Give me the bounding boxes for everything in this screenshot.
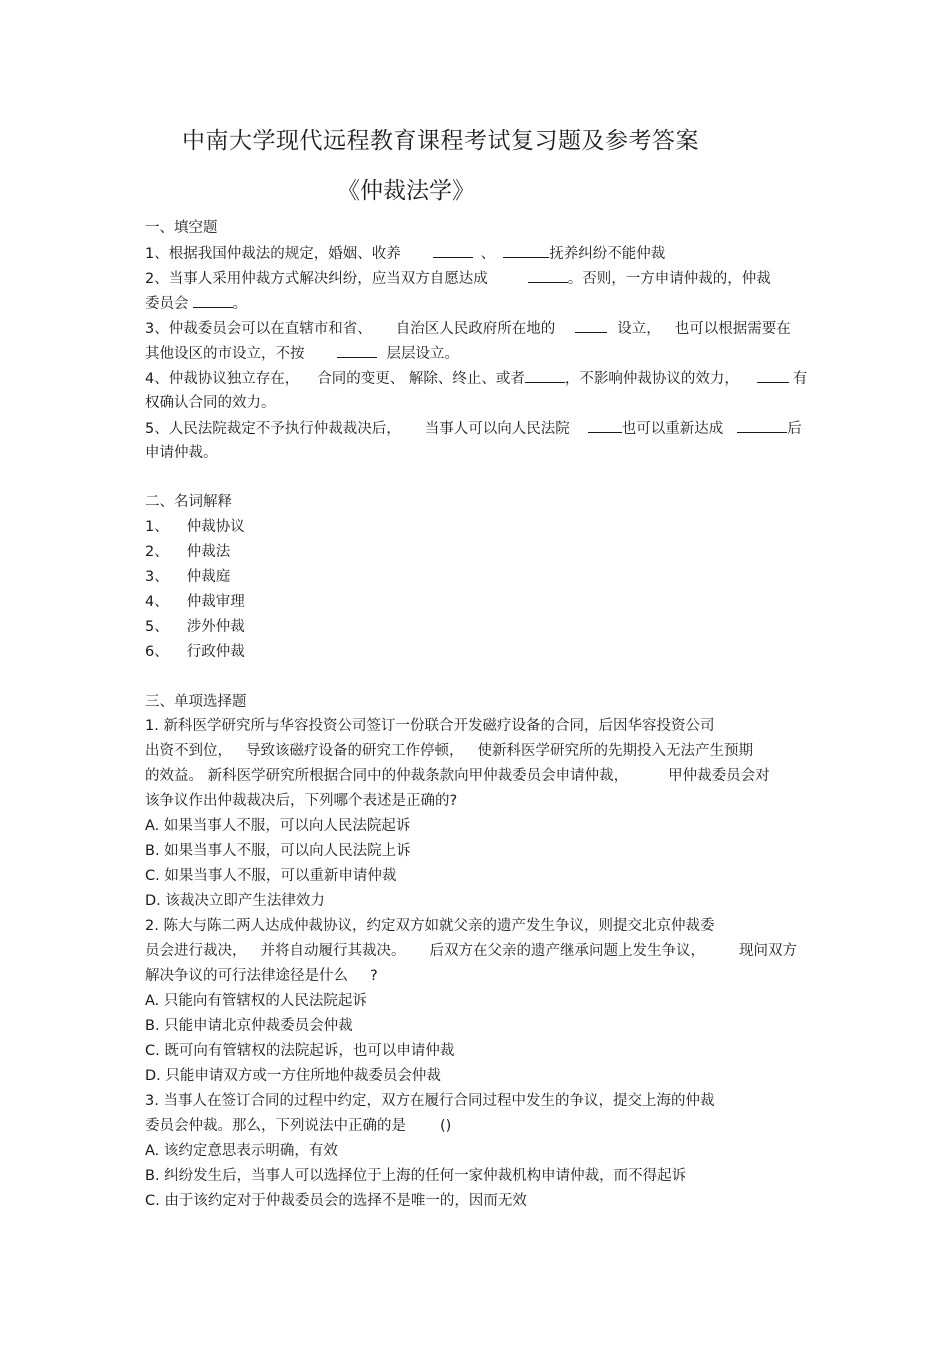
answer-blank [503, 243, 549, 258]
fill-question-5-cont: 申请仲裁。 [145, 445, 218, 461]
choice-question-2-line2: 员会进行裁决， 并将自动履行其裁决。 后双方在父亲的遗产继承问题上发生争议， 现问双方 [145, 943, 797, 959]
answer-blank [737, 418, 787, 433]
choice-option: B. 只能申请北京仲裁委员会仲裁 [145, 1018, 353, 1034]
choice-question-2: 2. 陈大与陈二两人达成仲裁协议，约定双方如就父亲的遗产发生争议，则提交北京仲裁委 [145, 918, 715, 934]
term-item: 5、 涉外仲裁 [145, 619, 245, 635]
term-item: 3、 仲裁庭 [145, 569, 231, 585]
fill-question-2: 2、当事人采用仲裁方式解决纠纷，应当双方自愿达成 。否则，一方申请仲裁的，仲裁 [145, 268, 771, 289]
choice-question-1: 1. 新科医学研究所与华容投资公司签订一份联合开发磁疗设备的合同，后因华容投资公司 [145, 718, 715, 734]
choice-option: C. 既可向有管辖权的法院起诉，也可以申请仲裁 [145, 1043, 455, 1059]
term-item: 6、 行政仲裁 [145, 644, 245, 660]
choice-option: D. 该裁决立即产生法律效力 [145, 893, 325, 909]
term-item: 2、 仲裁法 [145, 544, 231, 560]
choice-option: D. 只能申请双方或一方住所地仲裁委员会仲裁 [145, 1068, 441, 1084]
choice-option: A. 如果当事人不服，可以向人民法院起诉 [145, 818, 411, 834]
answer-blank [337, 343, 377, 358]
section-heading-fill-blank: 一、填空题 [145, 220, 218, 236]
choice-question-3-line2: 委员会仲裁。那么，下列说法中正确的是 () [145, 1118, 452, 1134]
section-heading-terms: 二、名词解释 [145, 494, 232, 510]
choice-question-3: 3. 当事人在签订合同的过程中约定，双方在履行合同过程中发生的争议，提交上海的仲裁 [145, 1093, 715, 1109]
choice-question-1-line3: 的效益。 新科医学研究所根据合同中的仲裁条款向甲仲裁委员会申请仲裁， 甲仲裁委员会对 [145, 768, 770, 784]
answer-blank [575, 318, 607, 333]
choice-option: A. 只能向有管辖权的人民法院起诉 [145, 993, 367, 1009]
choice-question-1-line4: 该争议作出仲裁裁决后，下列哪个表述是正确的? [145, 793, 458, 809]
fill-question-5: 5、人民法院裁定不予执行仲裁裁决后， 当事人可以向人民法院 也可以重新达成 后 [145, 418, 802, 439]
document-subtitle: 《仲裁法学》 [337, 178, 475, 204]
choice-option: B. 纠纷发生后，当事人可以选择位于上海的任何一家仲裁机构申请仲裁，而不得起诉 [145, 1168, 687, 1184]
answer-blank [525, 368, 565, 383]
choice-option: A. 该约定意思表示明确，有效 [145, 1143, 338, 1159]
choice-option: C. 由于该约定对于仲裁委员会的选择不是唯一的，因而无效 [145, 1193, 527, 1209]
fill-question-1: 1、根据我国仲裁法的规定，婚姻、收养 、 抚养纠纷不能仲裁 [145, 243, 665, 264]
term-item: 4、 仲裁审理 [145, 594, 245, 610]
choice-option: B. 如果当事人不服，可以向人民法院上诉 [145, 843, 411, 859]
fill-question-2-cont: 委员会 。 [145, 293, 247, 314]
answer-blank [528, 268, 568, 283]
fill-question-4-cont: 权确认合同的效力。 [145, 395, 276, 411]
answer-blank [193, 293, 233, 308]
answer-blank [433, 243, 473, 258]
answer-blank [588, 418, 622, 433]
fill-question-3: 3、仲裁委员会可以在直辖市和省、 自治区人民政府所在地的 设立， 也可以根据需要在 [145, 318, 791, 339]
section-heading-single-choice: 三、单项选择题 [145, 694, 247, 710]
document-title: 中南大学现代远程教育课程考试复习题及参考答案 [182, 128, 699, 154]
answer-blank [757, 368, 789, 383]
fill-question-3-cont: 其他设区的市设立，不按 层层设立。 [145, 343, 459, 364]
choice-question-1-line2: 出资不到位， 导致该磁疗设备的研究工作停顿， 使新科医学研究所的先期投入无法产生预期 [145, 743, 753, 759]
fill-question-4: 4、仲裁协议独立存在， 合同的变更、 解除、终止、或者 ，不影响仲裁协议的效力， 有 [145, 368, 807, 389]
choice-question-2-line3: 解决争议的可行法律途径是什么 ? [145, 968, 378, 984]
choice-option: C. 如果当事人不服，可以重新申请仲裁 [145, 868, 397, 884]
term-item: 1、 仲裁协议 [145, 519, 245, 535]
